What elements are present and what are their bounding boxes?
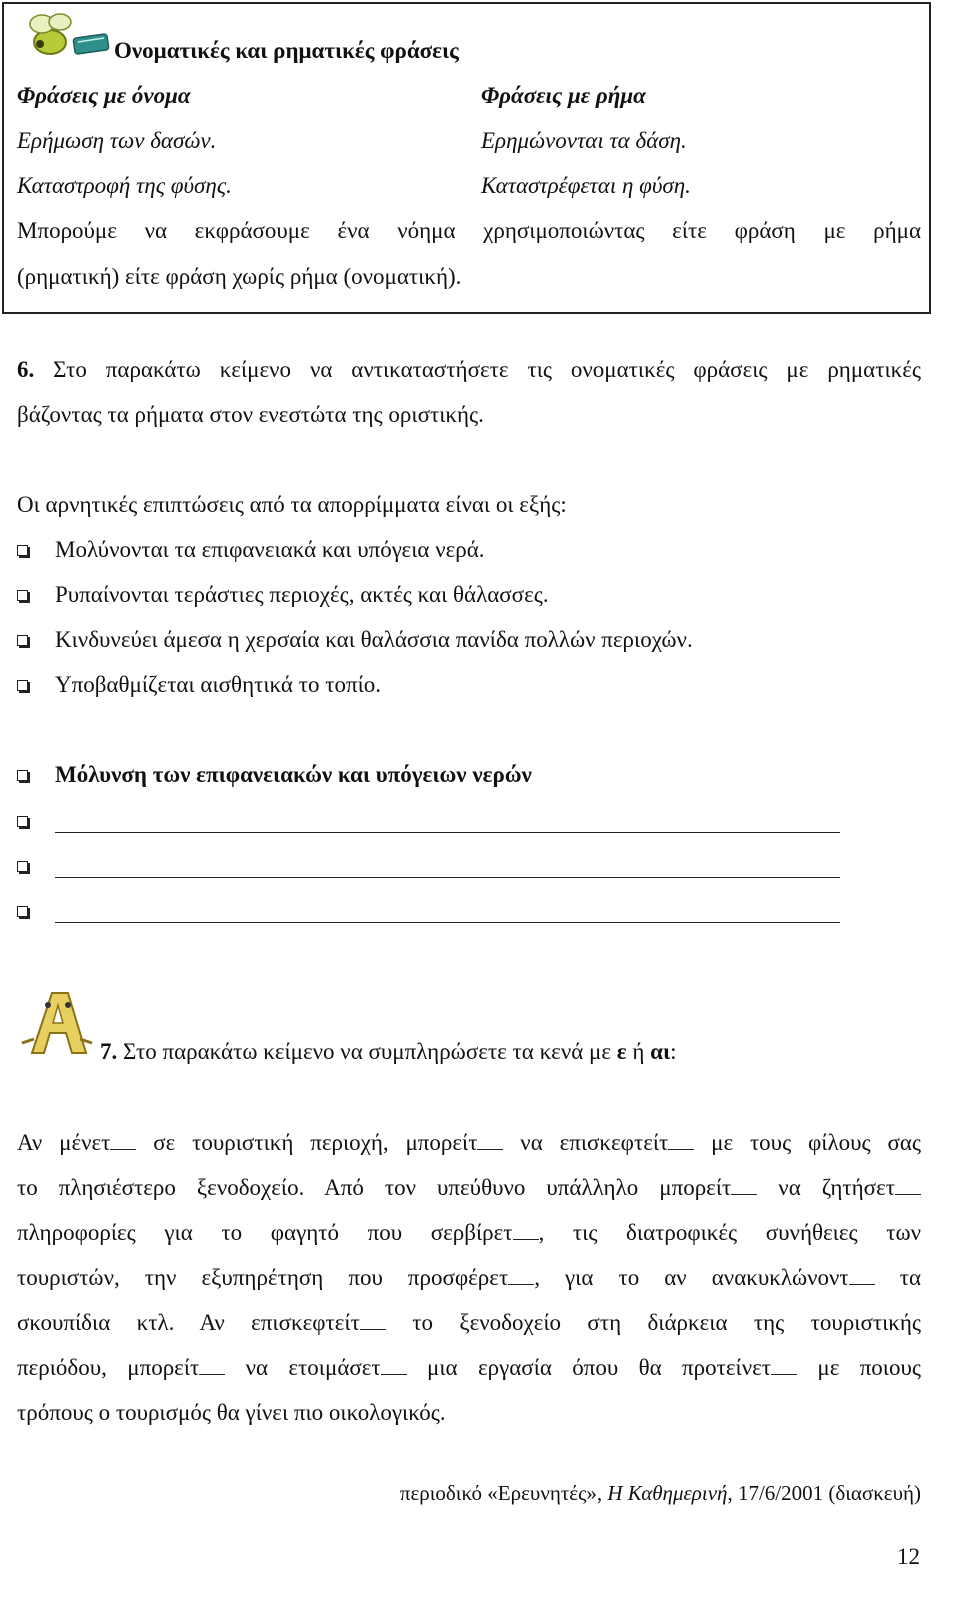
box-note-line-2: (ρηματική) είτε φράση χωρίς ρήμα (ονοματική). [17, 264, 462, 289]
ex7-line-3: πληροφορίες για το φαγητό που σερβίρετ , τις διατροφικές συνήθειες των [17, 1220, 921, 1245]
fill-blank[interactable] [771, 1356, 797, 1375]
checkbox-icon[interactable] [17, 906, 28, 917]
ex6-intro: Οι αρνητικές επιπτώσεις από τα απορρίμματα είναι οι εξής: [17, 492, 567, 517]
ex7-line-7: τρόπους ο τουρισμός θα γίνει πιο οικολογικός. [17, 1400, 446, 1425]
ex7-instruction: 7. Στο παρακάτω κείμενο να συμπληρώσετε τα κενά με ε ή αι: [100, 1039, 677, 1064]
fill-blank[interactable] [508, 1266, 534, 1285]
fill-blank[interactable] [849, 1266, 875, 1285]
source-citation: περιοδικό «Ερευνητές», Η Καθημερινή, 17/6/2001 (διασκευή) [399, 1481, 921, 1505]
answer-blank-line[interactable] [55, 922, 840, 923]
ex6-instruction-line-1: 6. Στο παρακάτω κείμενο να αντικαταστήσετε τις ονοματικές φράσεις με ρηματικές [17, 357, 922, 382]
ex7-number: 7. [100, 1039, 118, 1064]
fill-blank[interactable] [513, 1221, 539, 1240]
fill-blank[interactable] [895, 1176, 921, 1195]
checkbox-icon[interactable] [17, 770, 28, 781]
ex6-item-4: Υποβαθμίζεται αισθητικά το τοπίο. [55, 672, 382, 697]
answer-blank-line[interactable] [55, 877, 840, 878]
checkbox-icon[interactable] [17, 861, 28, 872]
checkbox-icon[interactable] [17, 816, 28, 827]
fill-blank[interactable] [477, 1131, 503, 1150]
noun-phrase-2: Καταστροφή της φύσης. [17, 173, 232, 198]
col-header-verb: Φράσεις με ρήμα [481, 83, 646, 108]
verb-phrase-1: Ερημώνονται τα δάση. [481, 128, 687, 153]
ex6-answer-example: Μόλυνση των επιφανειακών και υπόγειων νερών [55, 762, 532, 787]
fill-blank[interactable] [381, 1356, 407, 1375]
fill-blank[interactable] [668, 1131, 694, 1150]
fill-blank[interactable] [110, 1131, 136, 1150]
box-title: Ονοματικές και ρηματικές φράσεις [114, 38, 459, 63]
ex6-item-1: Μολύνονται τα επιφανειακά και υπόγεια νερά. [55, 537, 485, 562]
ex6-number: 6. [17, 357, 35, 382]
ex6-item-3: Κινδυνεύει άμεσα η χερσαία και θαλάσσια πανίδα πολλών περιοχών. [55, 627, 693, 652]
ex6-item-2: Ρυπαίνονται τεράστιες περιοχές, ακτές και θάλασσες. [55, 582, 549, 607]
ex7-line-4: τουριστών, την εξυπηρέτηση που προσφέρετ , για το αν ανακυκλώνοντ τα [17, 1265, 922, 1290]
col-header-noun: Φράσεις με όνομα [17, 83, 191, 108]
box-note-line-1: Μπορούμε να εκφράσουμε ένα νόημα χρησιμοποιώντας είτε φράση με ρήμα [17, 218, 921, 243]
alpha-letter-icon [18, 983, 96, 1061]
ex7-line-2: το πλησιέστερο ξενοδοχείο. Από τον υπεύθυνο υπάλληλο μπορείτ να ζητήσετ [17, 1173, 921, 1203]
checkbox-icon[interactable] [17, 680, 28, 691]
fill-blank[interactable] [199, 1356, 225, 1375]
fill-blank[interactable] [731, 1176, 757, 1195]
ex7-line-6: περιόδου, μπορείτ να ετοιμάσετ μια εργασία όπου θα προτείνετ με ποιους [17, 1355, 921, 1380]
ex7-line-1: Αν μένετ σε τουριστική περιοχή, μπορείτ να επισκεφτείτ με τους φίλους σας [17, 1130, 921, 1155]
verb-phrase-2: Καταστρέφεται η φύση. [481, 173, 691, 198]
noun-phrase-1: Ερήμωση των δασών. [17, 128, 217, 153]
bee-book-icon [20, 8, 112, 60]
fill-blank[interactable] [360, 1311, 386, 1330]
answer-blank-line[interactable] [55, 832, 840, 833]
ex6-instruction-line-2: βάζοντας τα ρήματα στον ενεστώτα της οριστικής. [17, 402, 484, 427]
checkbox-icon[interactable] [17, 635, 28, 646]
page-number: 12 [897, 1544, 920, 1569]
checkbox-icon[interactable] [17, 545, 28, 556]
checkbox-icon[interactable] [17, 590, 28, 601]
ex7-line-5: σκουπίδια κτλ. Αν επισκεφτείτ το ξενοδοχείο στη διάρκεια της τουριστικής [17, 1310, 921, 1335]
